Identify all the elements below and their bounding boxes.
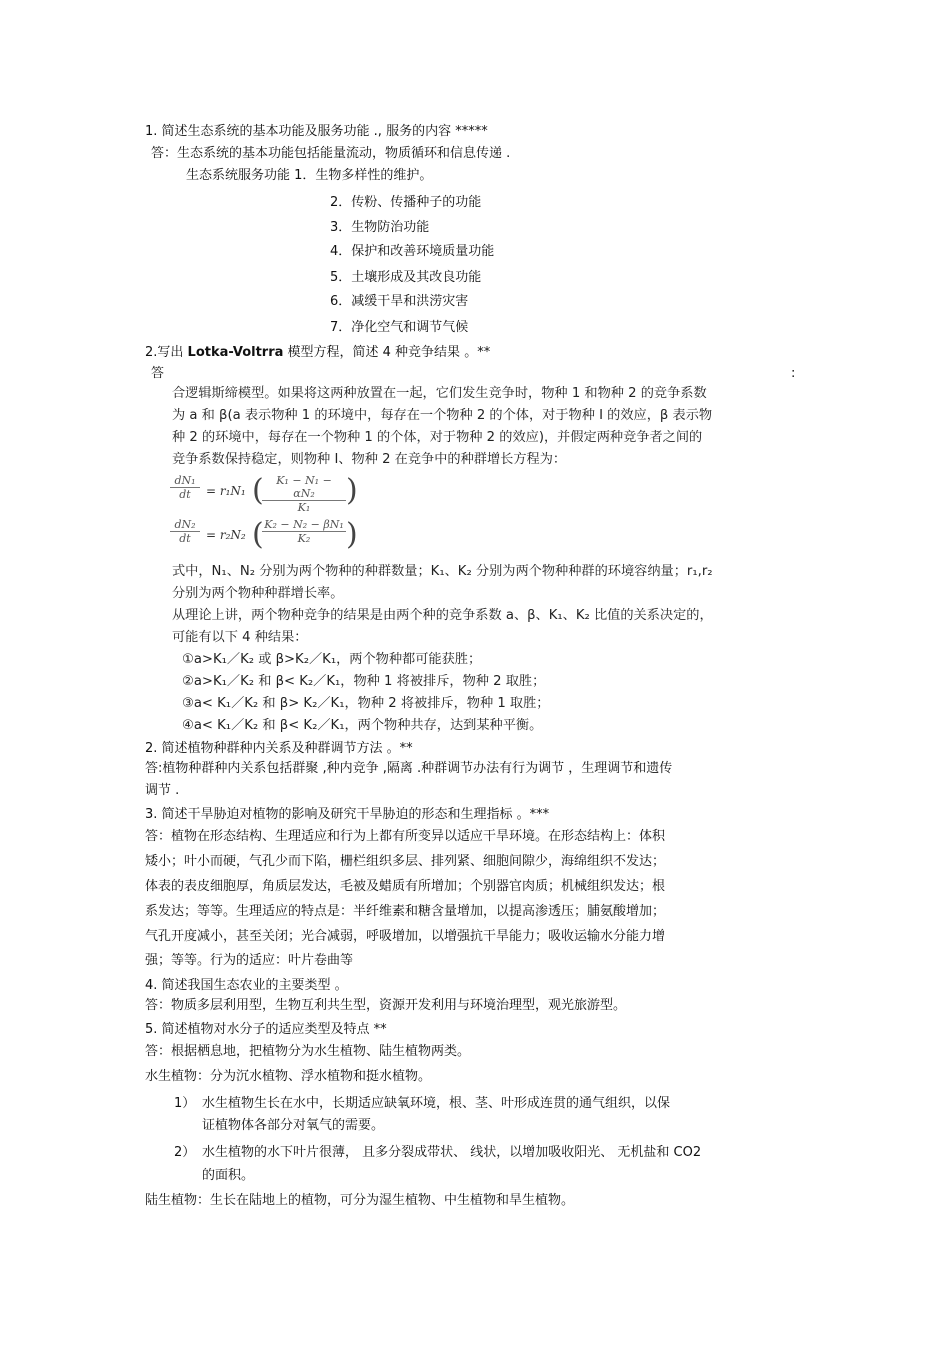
- eq2-inner-num: K₂ − N₂ − βN₁: [262, 518, 346, 532]
- eq2-inner-den: K₂: [297, 532, 311, 545]
- excerpt-line: 竞争系数保持稳定，则物种 I、物种 2 在竞争中的种群增长方程为：: [172, 452, 567, 467]
- excerpt-result: ①a>K₁／K₂ 或 β>K₂／K₁，两个物种都可能获胜；: [182, 652, 482, 667]
- lotka-volterra-excerpt-image: [166, 384, 760, 738]
- q6-item2-line: 水生植物的水下叶片很薄， 且多分裂成带状、 线状，以增加吸收阳光、 无机盐和 CO2: [202, 1145, 702, 1160]
- eq1-derivative: [170, 474, 200, 501]
- q4-answer-line: 体表的表皮细胞厚，角质层发达，毛被及蜡质有所增加；个别器官肉质；机械组织发达；根: [145, 879, 666, 894]
- eq2-left-paren: (: [252, 517, 264, 552]
- q3-answer-line: 答:植物种群种内关系包括群聚 ,种内竞争 ,隔离 .种群调节办法有行为调节 ，生理调节和遗传: [145, 761, 673, 776]
- eq1-inner-num: K₁ − N₁ − αN₂: [262, 474, 346, 501]
- q1-answer: 答：生态系统的基本功能包括能量流动，物质循环和信息传递 .: [151, 146, 511, 161]
- q2-title-post: 模型方程，简述 4 种竞争结果 。**: [283, 345, 491, 360]
- excerpt-result: ②a>K₁／K₂ 和 β< K₂／K₁，物种 1 将被排斥，物种 2 取胜；: [182, 674, 546, 689]
- eq2-derivative: [170, 518, 200, 545]
- q6-terrestrial: 陆生植物：生长在陆地上的植物，可分为湿生植物、中生植物和旱生植物。: [145, 1193, 575, 1208]
- q1-service-item: 5．土壤形成及其改良功能: [330, 270, 482, 285]
- q2-answer-label: 答: [151, 366, 165, 381]
- q6-item1-line: 水生植物生长在水中，长期适应缺氧环境，根、茎、叶形成连贯的通气组织，以保: [202, 1096, 671, 1111]
- q2-title-pre: 2.写出: [145, 345, 188, 360]
- eq2-inner-fraction: [262, 518, 346, 545]
- excerpt-result: ④a< K₁／K₂ 和 β< K₂／K₁，两个物种共存，达到某种平衡。: [182, 718, 543, 733]
- excerpt-line: 为 a 和 β(a 表示物种 1 的环境中，每存在一个物种 2 的个体，对于物种 I 的效应，β 表示物: [172, 408, 713, 423]
- q3-title: 2. 简述植物种群种内关系及种群调节方法 。**: [145, 741, 413, 756]
- eq2-den: dt: [179, 532, 191, 545]
- q3-answer-line: 调节 .: [145, 783, 180, 798]
- q1-service-item: 3．生物防治功能: [330, 220, 430, 235]
- equation-2: [170, 516, 370, 558]
- equation-1: [170, 472, 370, 514]
- q1-service-item: 6．减缓干旱和洪涝灾害: [330, 294, 469, 309]
- excerpt-line: 合逻辑斯缔模型。如果将这两种放置在一起，它们发生竞争时，物种 1 和物种 2 的竞争系数: [172, 386, 707, 401]
- eq1-num: dN₁: [170, 474, 200, 488]
- eq1-inner-fraction: [262, 474, 346, 514]
- q5-answer: 答：物质多层利用型，生物互利共生型，资源开发利用与环境治理型，观光旅游型。: [145, 998, 627, 1013]
- eq1-inner-den: K₁: [297, 501, 311, 514]
- excerpt-line: 可能有以下 4 种结果：: [172, 630, 308, 645]
- q2-title-bold: Lotka-Voltrra: [187, 345, 284, 360]
- q6-title: 5. 简述植物对水分子的适应类型及特点 **: [145, 1022, 387, 1037]
- q4-answer-line: 系发达；等等。生理适应的特点是：半纤维素和糖含量增加，以提高渗透压；脯氨酸增加；: [145, 904, 666, 919]
- q2-answer-colon: :: [791, 366, 796, 381]
- q6-item1-line: 证植物体各部分对氧气的需要。: [202, 1118, 385, 1133]
- eq1-rhs: = r₁N₁: [206, 484, 246, 498]
- q6-answer: 答：根据栖息地，把植物分为水生植物、陆生植物两类。: [145, 1044, 471, 1059]
- q2-title: [145, 345, 490, 361]
- eq2-right-paren: ): [346, 517, 358, 552]
- excerpt-result: ③a< K₁／K₂ 和 β> K₂／K₁，物种 2 将被排斥，物种 1 取胜；: [182, 696, 550, 711]
- q1-title: 1. 简述生态系统的基本功能及服务功能 ., 服务的内容 *****: [145, 124, 488, 139]
- eq1-left-paren: (: [252, 473, 264, 508]
- q6-aquatic: 水生植物：分为沉水植物、浮水植物和挺水植物。: [145, 1069, 432, 1084]
- q6-item2-num: 2）: [174, 1145, 196, 1160]
- q4-answer-line: 强；等等。行为的适应：叶片卷曲等: [145, 953, 354, 968]
- q1-services-label: 生态系统服务功能 1．生物多样性的维护。: [186, 168, 433, 183]
- q6-item1-num: 1）: [174, 1096, 196, 1111]
- q4-title: 3. 简述干旱胁迫对植物的影响及研究干旱胁迫的形态和生理指标 。***: [145, 807, 550, 822]
- q4-answer-line: 气孔开度减小，甚至关闭；光合减弱，呼吸增加，以增强抗干旱能力；吸收运输水分能力增: [145, 929, 666, 944]
- eq1-right-paren: ): [346, 473, 358, 508]
- q4-answer-line: 矮小；叶小而硬，气孔少而下陷，栅栏组织多层、排列紧、细胞间隙少，海绵组织不发达；: [145, 854, 666, 869]
- eq2-rhs: = r₂N₂: [206, 528, 246, 542]
- excerpt-line: 种 2 的环境中，每存在一个物种 1 的个体，对于物种 2 的效应)，并假定两种竞争者之间的: [172, 430, 703, 445]
- eq2-num: dN₂: [170, 518, 200, 532]
- q1-service-item: 7．净化空气和调节气候: [330, 320, 469, 335]
- q1-service-item: 2．传粉、传播种子的功能: [330, 195, 482, 210]
- excerpt-line: 分别为两个物种种群增长率。: [172, 586, 344, 601]
- eq1-den: dt: [179, 488, 191, 501]
- q5-title: 4. 简述我国生态农业的主要类型 。: [145, 978, 348, 993]
- q1-service-item: 4．保护和改善环境质量功能: [330, 244, 495, 259]
- q4-answer-line: 答：植物在形态结构、生理适应和行为上都有所变异以适应干旱环境。在形态结构上：体积: [145, 829, 666, 844]
- excerpt-line: 从理论上讲，两个物种竞争的结果是由两个种的竞争系数 a、β、K₁、K₂ 比值的关系决定的，: [172, 608, 713, 623]
- q6-item2-line: 的面积。: [202, 1168, 255, 1183]
- excerpt-line: 式中，N₁、N₂ 分别为两个物种的种群数量；K₁、K₂ 分别为两个物种种群的环境容纳量；r₁,r₂: [172, 564, 713, 579]
